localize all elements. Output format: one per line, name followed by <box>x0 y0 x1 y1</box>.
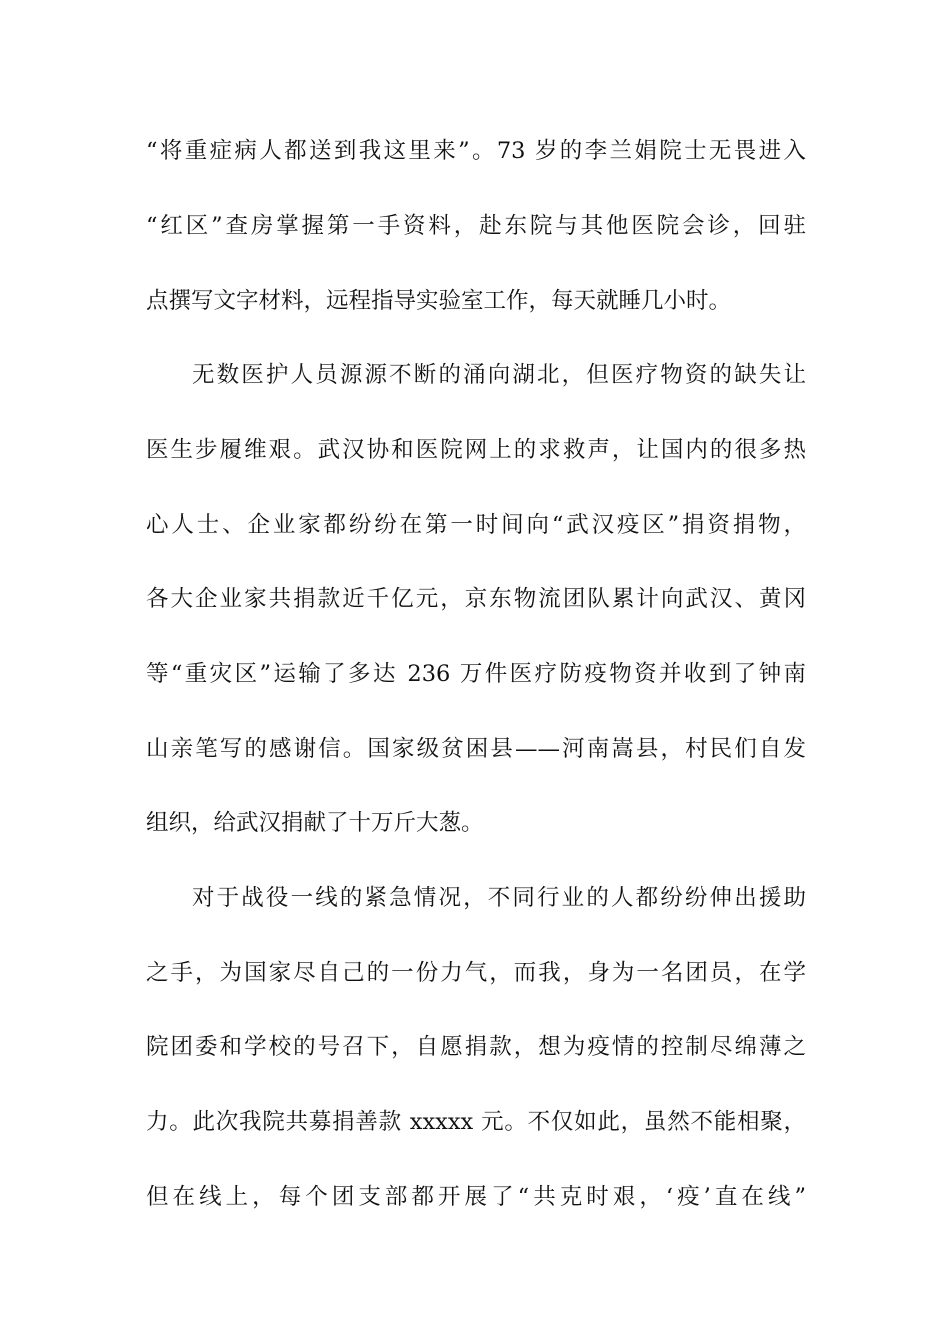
text-line-6: 心人士、企业家都纷纷在第一时间向“武汉疫区”捐资捐物， <box>146 512 806 538</box>
text-line-12: 之手，为国家尽自己的一份力气，而我，身为一名团员，在学 <box>146 960 806 986</box>
text-line-1: “将重症病人都送到我这里来”。73 岁的李兰娟院士无畏进入 <box>146 138 806 164</box>
text-line-10: 组织，给武汉捐献了十万斤大葱。 <box>146 810 484 836</box>
text-line-4: 无数医护人员源源不断的涌向湖北，但医疗物资的缺失让 <box>192 362 806 388</box>
text-line-14: 力。此次我院共募捐善款 xxxxx 元。不仅如此，虽然不能相聚， <box>146 1109 806 1135</box>
text-line-7: 各大企业家共捐款近千亿元，京东物流团队累计向武汉、黄冈 <box>146 586 806 612</box>
text-line-3: 点撰写文字材料，远程指导实验室工作，每天就睡几小时。 <box>146 288 732 314</box>
text-line-15: 但在线上，每个团支部都开展了“共克时艰，‘疫’直在线” <box>146 1184 806 1210</box>
text-line-5: 医生步履维艰。武汉协和医院网上的求救声，让国内的很多热 <box>146 437 806 463</box>
text-line-11: 对于战役一线的紧急情况，不同行业的人都纷纷伸出援助 <box>192 885 806 911</box>
text-line-2: “红区”查房掌握第一手资料，赴东院与其他医院会诊，回驻 <box>146 213 806 239</box>
text-line-8: 等“重灾区”运输了多达 236 万件医疗防疫物资并收到了钟南 <box>146 661 806 687</box>
text-line-9: 山亲笔写的感谢信。国家级贫困县——河南嵩县，村民们自发 <box>146 736 806 762</box>
text-line-13: 院团委和学校的号召下，自愿捐款，想为疫情的控制尽绵薄之 <box>146 1034 806 1060</box>
